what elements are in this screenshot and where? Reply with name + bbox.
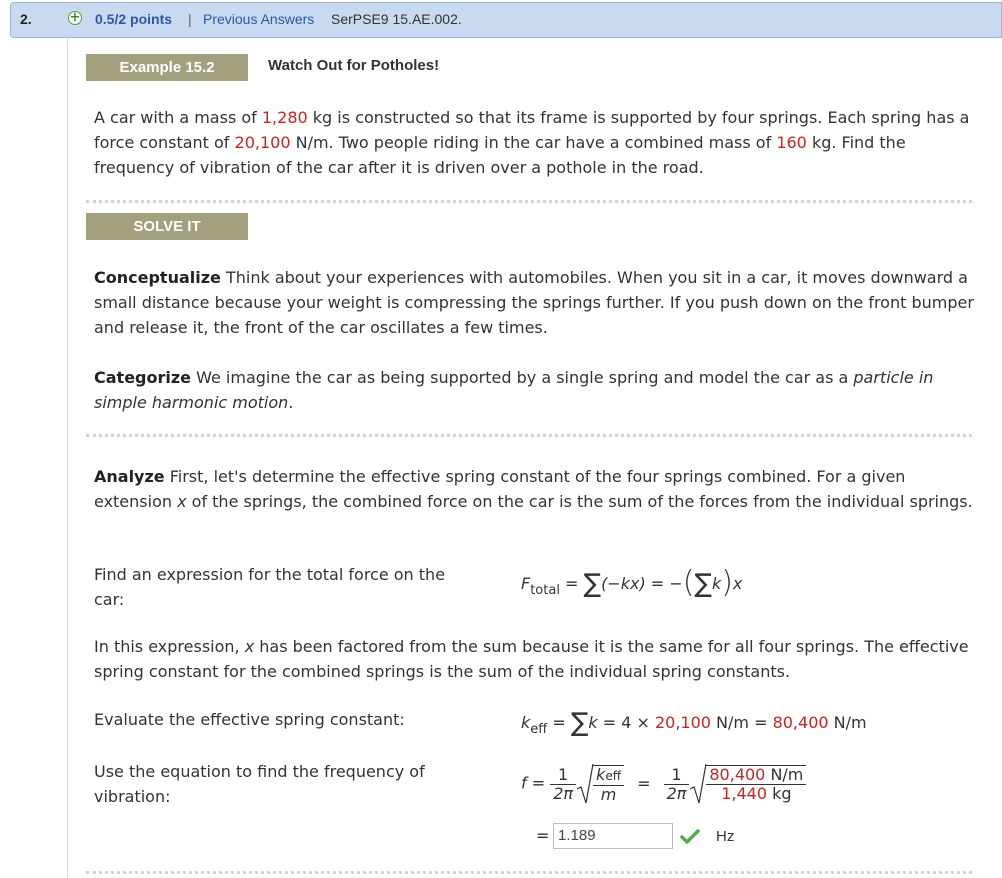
effective-k-equation: $k_{eff} = \sum k = 4 \times 20,100$ N/m = 80,400 N/m (521, 708, 867, 738)
solve-it-tag: SOLVE IT (86, 213, 248, 240)
answer-unit: Hz (716, 828, 735, 845)
header-separator: | (188, 11, 192, 27)
step3-label: Use the equation to find the frequency of vibration: (94, 762, 425, 806)
frequency-answer-input[interactable]: 1.189 (553, 823, 673, 849)
sqrt-sign-icon (576, 763, 594, 805)
plus-icon[interactable]: + (69, 10, 81, 25)
points-score: 0.5/2 points (95, 11, 173, 27)
factor-explanation: In this expression, x has been factored from the sum because it is the same for all four springs. The effective spring constant for the combined springs is the sum of the individual spring constants. (94, 637, 969, 681)
example-tag: Example 15.2 (86, 54, 248, 81)
given-spring-constant: 20,100 (234, 133, 291, 152)
question-number: 2. (20, 11, 32, 27)
frequency-equation: f = $\frac{1}{2\pi}$ $\frac{\text{keff}}{m}$ = $\frac{1}{2\pi}$ $\frac{80,400 N/m}{1,440 kg}$ (521, 763, 806, 805)
given-mass: 1,280 (261, 108, 308, 127)
answer-equals: = (536, 826, 550, 845)
question-code: SerPSE9 15.AE.002. (331, 11, 462, 27)
given-people-mass: 160 (776, 133, 807, 152)
dotted-divider (86, 434, 972, 437)
total-force-equation: $F_{total} = \sum(-kx) = -(\sum k)x$ (521, 565, 743, 600)
problem-statement: A car with a mass of 1,280 kg is constructed so that its frame is supported by four springs. Each spring has a force constant of 20,100 N/m. Two people riding in the car have a combined mass of 160 kg. Find the frequency of vibration of the car after it is driven over a pothole in the road. (94, 108, 970, 177)
analyze-paragraph: Analyze First, let's determine the effective spring constant of the four springs combined. For a given extension x of the springs, the combined force on the car is the sum of the forces from the individual springs. (94, 467, 973, 511)
categorize-paragraph: Categorize We imagine the car as being supported by a single spring and model the car as a particle in simple harmonic motion. (94, 368, 934, 412)
dotted-divider (86, 200, 972, 203)
previous-answers-link[interactable]: Previous Answers (203, 11, 315, 27)
step2-label: Evaluate the effective spring constant: (94, 710, 405, 729)
checkmark-icon (680, 829, 700, 845)
step1-label: Find an expression for the total force on the car: (94, 565, 446, 609)
example-title: Watch Out for Potholes! (268, 57, 440, 74)
left-divider (67, 38, 68, 878)
conceptualize-paragraph: Conceptualize Think about your experiences with automobiles. When you sit in a car, it moves downward a small distance because your weight is compressing the springs further. If you push down on the front bumper and release it, the front of the car oscillates a few times. (94, 268, 974, 337)
sqrt-sign-icon (689, 763, 707, 805)
dotted-divider (86, 871, 972, 874)
